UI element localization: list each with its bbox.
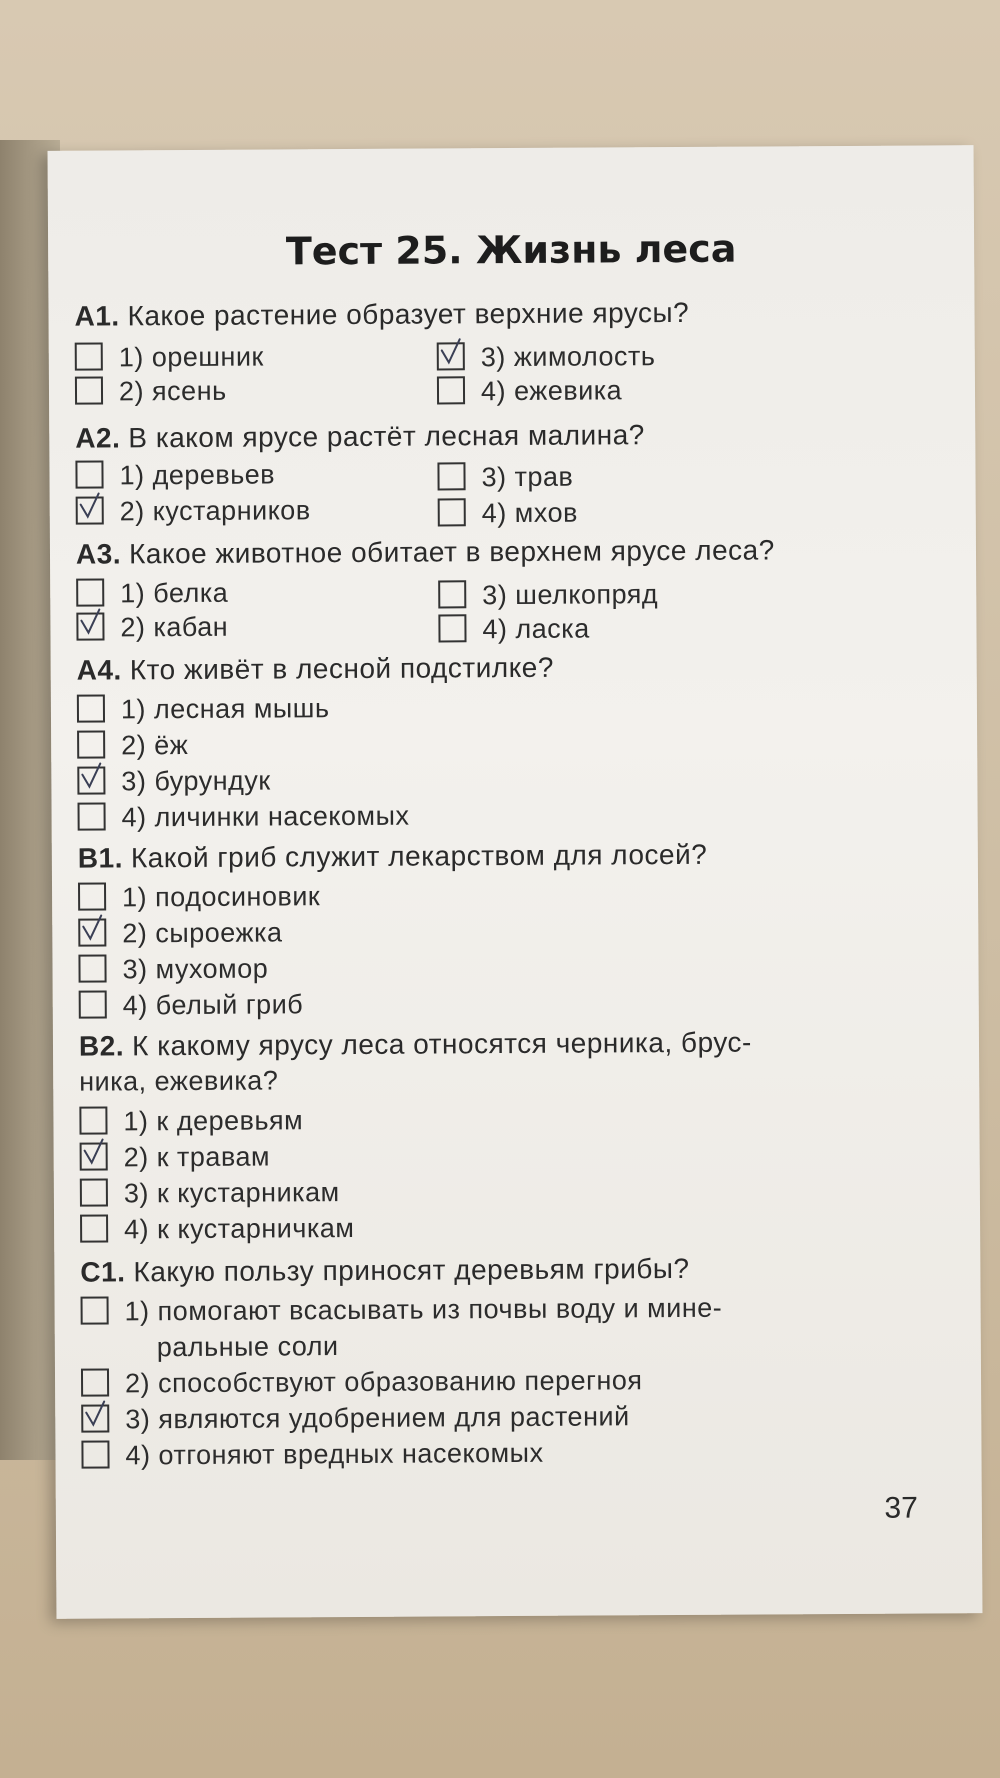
answer-option[interactable] (81, 1401, 630, 1435)
question-number: В1. (77, 842, 124, 874)
answer-label: 1) орешник (118, 341, 264, 373)
answer-checkbox[interactable] (78, 802, 106, 830)
answer-checkbox[interactable] (75, 461, 103, 489)
answer-option[interactable] (81, 1365, 643, 1399)
answer-label: 2) кабан (120, 611, 229, 643)
question-text: Какой гриб служит лекарством для лосей? (130, 838, 708, 874)
answer-label: 1) помогают всасывать из почвы воду и мине- (124, 1292, 723, 1327)
question-b2 (79, 1025, 939, 1062)
answer-label: 1) деревьев (119, 459, 276, 491)
answer-label: 2) к травам (123, 1141, 271, 1173)
question-b1 (78, 837, 938, 874)
answer-label: 2) способствуют образованию перегноя (124, 1365, 643, 1399)
question-text: Какое растение образует верхние ярусы? (127, 296, 690, 332)
answer-checkbox[interactable] (438, 498, 466, 526)
answer-label: 3) бурундук (121, 765, 271, 797)
answer-option[interactable] (438, 579, 658, 611)
question-number: А2. (75, 422, 121, 454)
page-number: 37 (884, 1491, 918, 1525)
answer-label: 3) к кустарникам (123, 1177, 340, 1209)
answer-label: 4) белый гриб (122, 989, 304, 1021)
question-a1 (74, 295, 934, 332)
answer-label: 3) трав (481, 461, 574, 493)
question-number: В2. (78, 1030, 125, 1062)
answer-option[interactable] (81, 1293, 723, 1328)
answer-label: 1) лесная мышь (120, 693, 330, 725)
answer-checkbox[interactable] (438, 614, 466, 642)
answer-checkbox[interactable] (77, 731, 105, 759)
question-text-continued: ника, ежевика? (79, 1065, 279, 1097)
answer-checkbox[interactable] (76, 579, 104, 607)
answer-option[interactable] (79, 1105, 303, 1137)
answer-checkbox[interactable] (76, 613, 104, 641)
answer-label: 1) белка (120, 577, 229, 609)
answer-label: 3) мухомор (122, 953, 269, 985)
answer-option[interactable] (81, 1438, 543, 1472)
answer-option[interactable] (76, 612, 228, 644)
answer-option[interactable] (77, 693, 330, 726)
answer-label: 3) являются удобрением для растений (125, 1401, 630, 1435)
answer-label: 4) личинки насекомых (121, 800, 410, 833)
answer-label: 1) подосиновик (121, 881, 321, 913)
question-a3 (76, 533, 936, 570)
question-text: Кто живёт в лесной подстилке? (129, 651, 554, 686)
answer-checkbox[interactable] (437, 342, 465, 370)
answer-label: 2) сыроежка (122, 917, 283, 949)
answer-label: 4) к кустарничкам (124, 1212, 355, 1245)
answer-option[interactable] (76, 495, 311, 527)
question-a4 (77, 649, 937, 686)
answer-checkbox[interactable] (76, 497, 104, 525)
answer-checkbox[interactable] (78, 918, 106, 946)
answer-label: 2) ёж (121, 729, 189, 761)
answer-checkbox[interactable] (81, 1296, 109, 1324)
checkmark-icon (85, 1401, 105, 1427)
checkmark-icon (441, 338, 461, 364)
question-a2 (75, 417, 935, 454)
answer-checkbox[interactable] (77, 695, 105, 723)
answer-label: 1) к деревьям (123, 1105, 304, 1137)
answer-option[interactable] (78, 801, 410, 834)
question-text: В каком ярусе растёт лесная малина? (128, 419, 645, 454)
checkmark-icon (80, 493, 100, 519)
answer-option[interactable] (80, 1142, 271, 1174)
answer-checkbox[interactable] (81, 1440, 109, 1468)
checkmark-icon (84, 1139, 104, 1165)
answer-option[interactable] (78, 881, 320, 913)
answer-option[interactable] (437, 341, 656, 373)
answer-option[interactable] (438, 614, 589, 646)
answer-checkbox[interactable] (79, 990, 107, 1018)
answer-option[interactable] (79, 989, 304, 1021)
answer-label: 4) мхов (481, 497, 578, 529)
answer-option[interactable] (437, 462, 573, 494)
workbook-page (48, 145, 983, 1619)
answer-checkbox[interactable] (81, 1404, 109, 1432)
answer-option[interactable] (78, 917, 282, 949)
answer-checkbox[interactable] (78, 954, 106, 982)
answer-checkbox[interactable] (75, 343, 103, 371)
answer-label: 3) жимолость (480, 341, 656, 373)
answer-checkbox[interactable] (438, 580, 466, 608)
question-number: С1. (80, 1256, 126, 1288)
answer-checkbox[interactable] (79, 1106, 107, 1134)
answer-option[interactable] (80, 1213, 354, 1246)
answer-option[interactable] (77, 730, 188, 762)
question-number: А3. (75, 538, 122, 570)
answer-checkbox[interactable] (80, 1178, 108, 1206)
answer-option[interactable] (80, 1177, 340, 1210)
answer-checkbox[interactable] (437, 376, 465, 404)
question-text: Какую пользу приносят деревьям грибы? (133, 1252, 690, 1288)
answer-checkbox[interactable] (75, 377, 103, 405)
answer-option[interactable] (75, 376, 227, 408)
answer-option[interactable] (78, 954, 268, 986)
answer-option[interactable] (75, 342, 264, 374)
answer-label: 3) шелкопряд (482, 579, 659, 611)
question-number: А1. (74, 300, 120, 332)
answer-label: 4) отгоняют вредных насекомых (125, 1437, 544, 1471)
answer-checkbox[interactable] (78, 882, 106, 910)
answer-checkbox[interactable] (81, 1368, 109, 1396)
question-c1 (80, 1251, 940, 1288)
answer-label: 4) ласка (482, 613, 590, 645)
question-text: К какому ярусу леса относятся черника, брус- (131, 1026, 752, 1062)
checkmark-icon (81, 763, 101, 789)
answer-checkbox[interactable] (437, 462, 465, 490)
answer-label-continued: ральные соли (156, 1331, 339, 1363)
answer-label: 2) ясень (118, 375, 227, 407)
checkmark-icon (80, 609, 100, 635)
answer-option[interactable] (437, 375, 622, 407)
answer-option[interactable] (75, 459, 275, 491)
answer-label: 4) ежевика (480, 375, 623, 407)
answer-label: 2) кустарников (119, 495, 311, 527)
answer-checkbox[interactable] (80, 1214, 108, 1242)
answer-option[interactable] (76, 578, 228, 610)
page-title: Тест 25. Жизнь леса (285, 226, 737, 274)
checkmark-icon (82, 915, 102, 941)
answer-checkbox[interactable] (77, 767, 105, 795)
question-number: А4. (76, 654, 122, 686)
answer-option[interactable] (77, 765, 270, 797)
answer-checkbox[interactable] (80, 1142, 108, 1170)
answer-option[interactable] (438, 498, 578, 530)
question-text: Какое животное обитает в верхнем ярусе леса? (128, 534, 775, 570)
